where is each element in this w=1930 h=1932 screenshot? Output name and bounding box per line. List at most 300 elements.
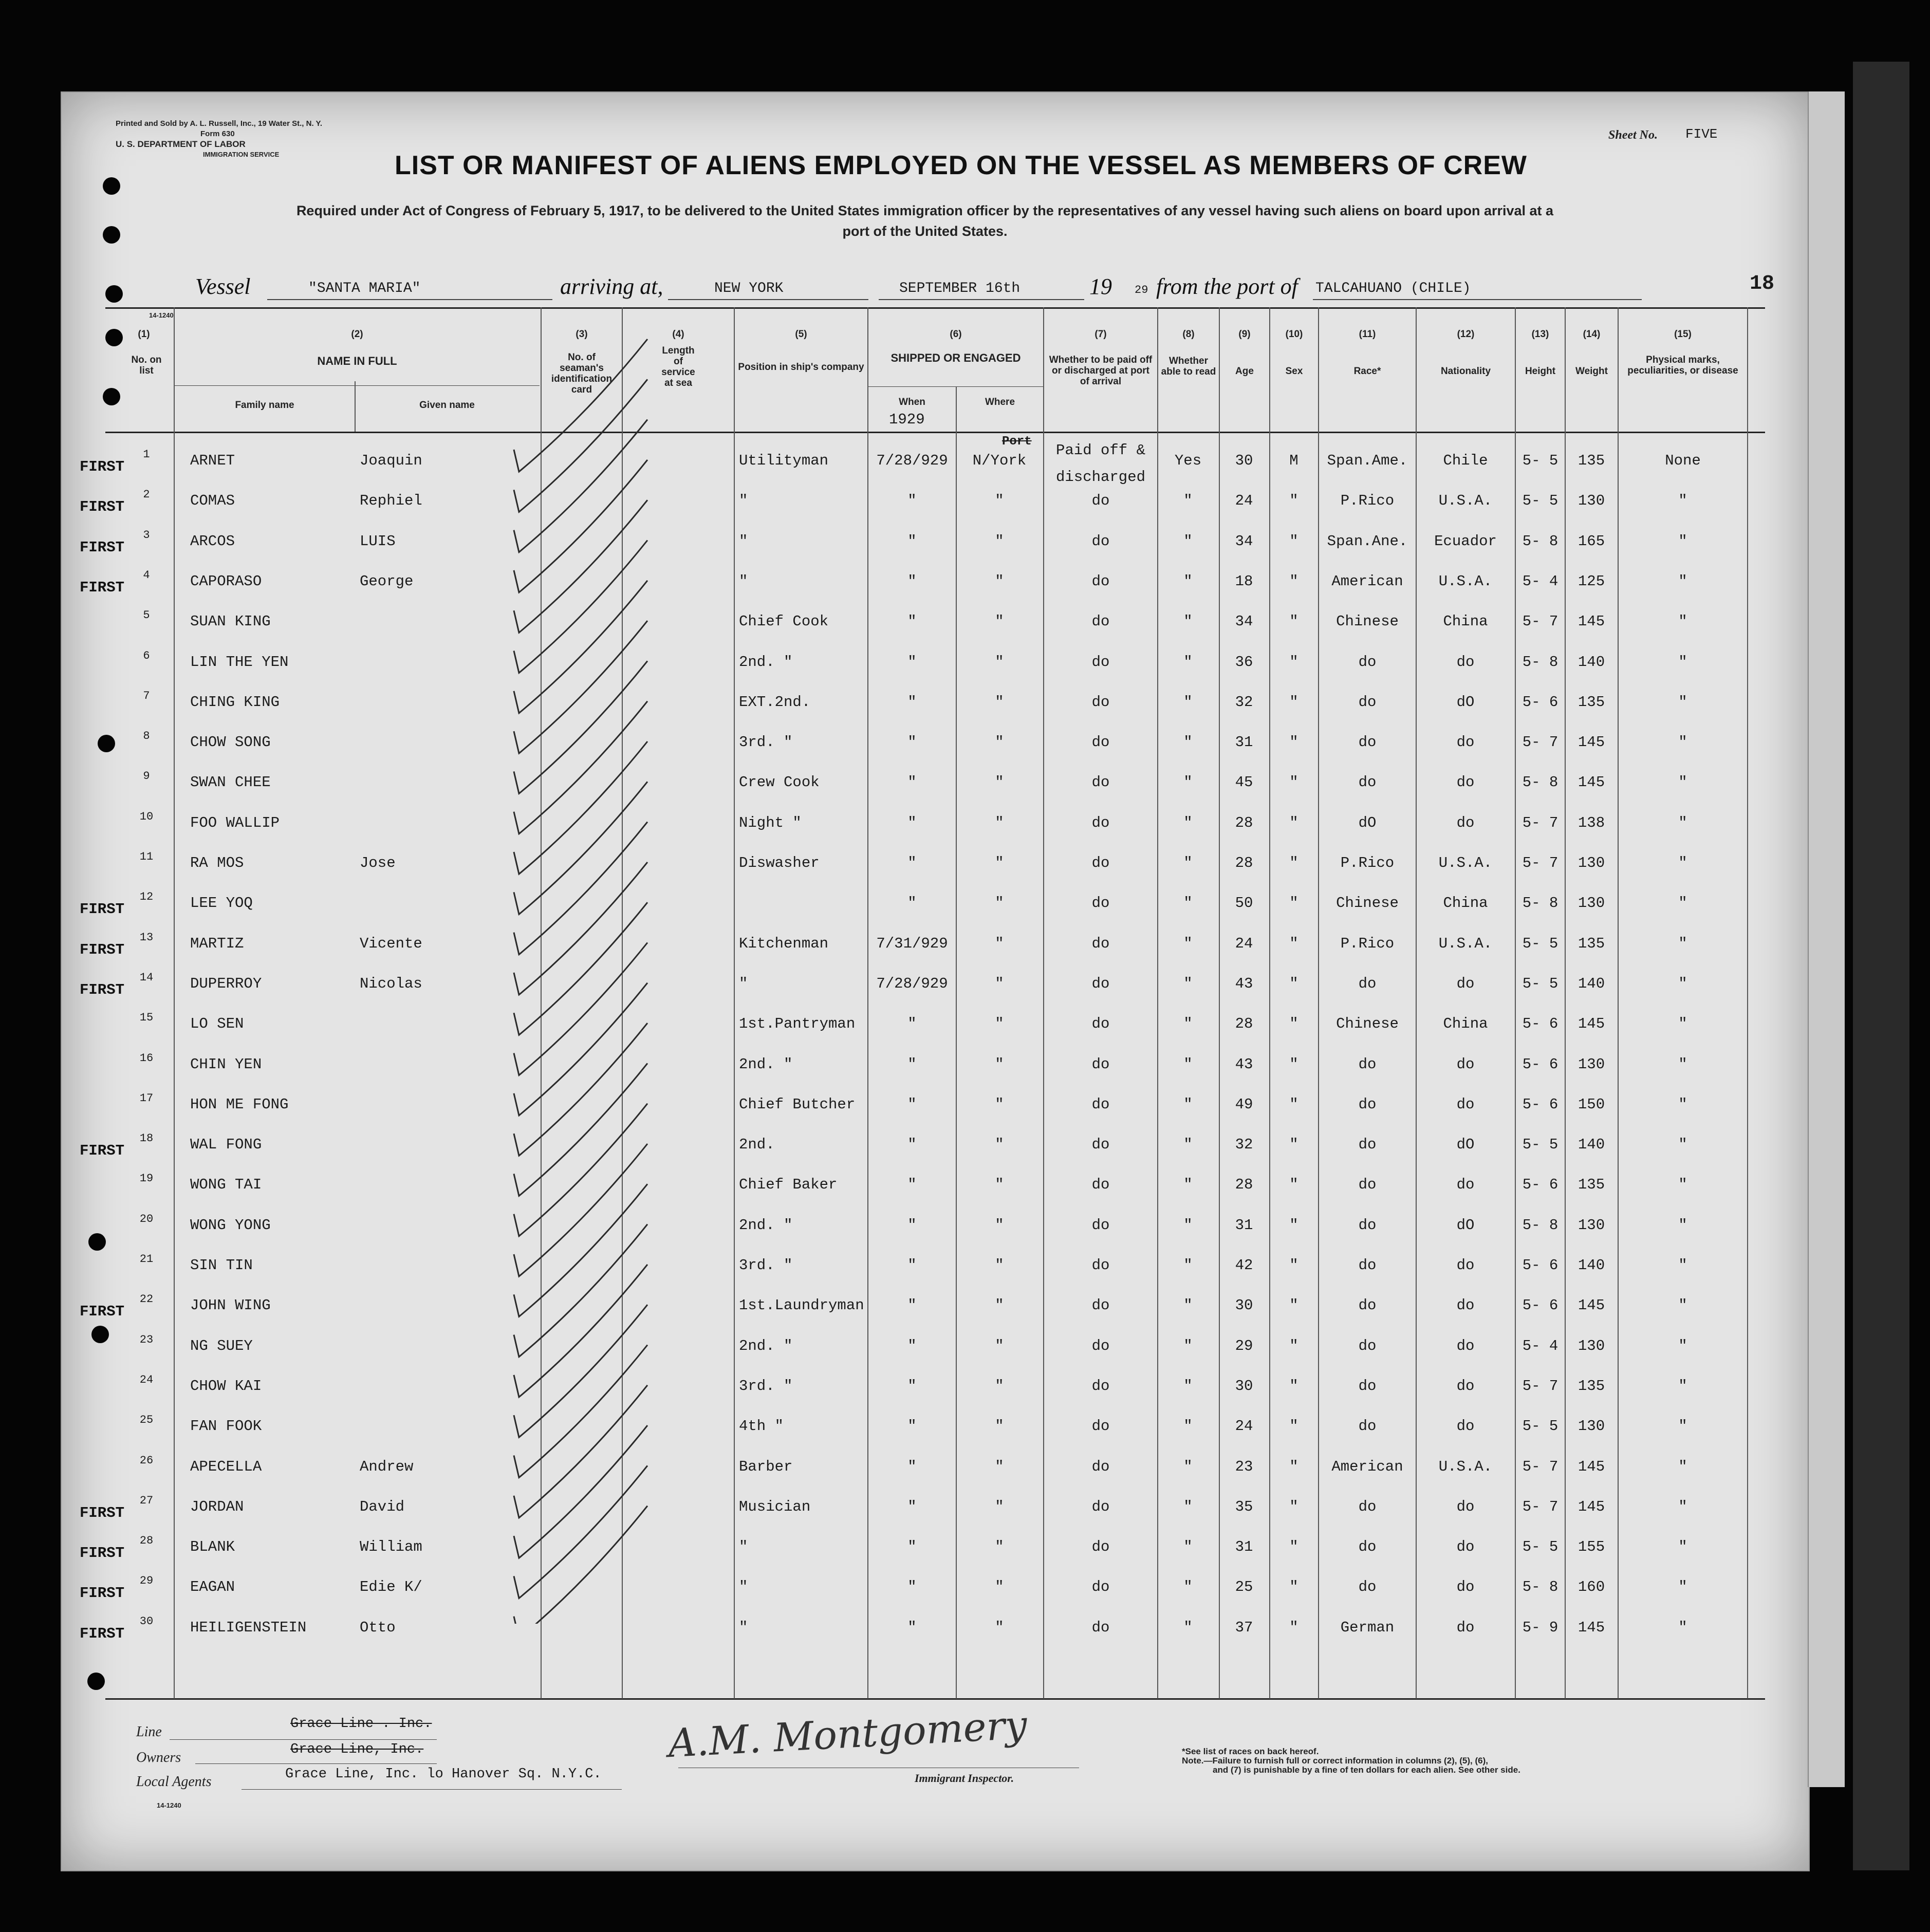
owners-label: Owners (136, 1750, 181, 1766)
nationality-cell: U.S.A. (1438, 572, 1493, 590)
able-to-read-cell: " (1183, 1136, 1193, 1154)
physical-marks-cell: " (1678, 1055, 1687, 1073)
age-cell: 28 (1235, 1015, 1253, 1033)
paid-off-status-cell: do (1091, 734, 1110, 751)
given-name-cell: Edie K/ (360, 1578, 422, 1596)
row-number-cell: 13 (139, 931, 154, 944)
height-cell: 5- 6 (1522, 1297, 1558, 1314)
family-name-cell: SIN TIN (190, 1257, 253, 1274)
shipped-where-cell: " (995, 1136, 1004, 1154)
age-cell: 25 (1235, 1578, 1253, 1596)
punch-hole (105, 285, 123, 303)
shipped-when-cell: 7/31/929 (876, 935, 948, 952)
department-name: U. S. DEPARTMENT OF LABOR (116, 139, 246, 149)
race-cell: do (1358, 1216, 1377, 1234)
shipped-where-cell: " (995, 572, 1004, 590)
race-cell: do (1358, 693, 1377, 711)
nationality-cell: do (1456, 1297, 1475, 1314)
paid-off-status-cell: do (1091, 1377, 1110, 1395)
weight-cell: 140 (1578, 653, 1605, 671)
given-name-cell: William (360, 1538, 422, 1556)
col-13-header: Height (1525, 366, 1556, 377)
paid-off-status-cell: do (1091, 1418, 1110, 1435)
sex-cell: " (1289, 1176, 1298, 1194)
shipped-when-cell: " (907, 613, 917, 630)
arrival-port: NEW YORK (714, 281, 784, 296)
physical-marks-cell: " (1678, 1095, 1687, 1113)
position-cell: " (739, 532, 748, 550)
able-to-read-cell: " (1183, 1176, 1193, 1194)
family-name-cell: SWAN CHEE (190, 774, 271, 791)
paid-off-status-cell: do (1091, 532, 1110, 550)
nationality-cell: do (1456, 1619, 1475, 1636)
first-stamp: FIRST (80, 579, 125, 596)
shipped-where-cell: " (995, 1297, 1004, 1314)
position-cell: Barber (739, 1458, 793, 1475)
shipped-when-cell: " (907, 1418, 917, 1435)
race-cell: do (1358, 1498, 1377, 1515)
race-cell: German (1340, 1619, 1395, 1636)
family-name-cell: WONG TAI (190, 1176, 262, 1194)
able-to-read-cell: " (1183, 613, 1193, 630)
shipped-when-cell: " (907, 532, 917, 550)
physical-marks-cell: " (1678, 935, 1687, 952)
family-name-cell: JOHN WING (190, 1297, 271, 1314)
nationality-cell: U.S.A. (1438, 854, 1493, 871)
height-cell: 5- 9 (1522, 1619, 1558, 1636)
next-sheet-edge (1808, 91, 1845, 1787)
shipped-when-cell: " (907, 1578, 917, 1596)
family-name-cell: RA MOS (190, 854, 244, 871)
check-mark (514, 1144, 647, 1276)
shipped-where-cell: " (995, 734, 1004, 751)
weight-cell: 130 (1578, 1055, 1605, 1073)
first-stamp: FIRST (80, 498, 125, 516)
weight-cell: 145 (1578, 1297, 1605, 1314)
nationality-cell: do (1456, 1538, 1475, 1556)
subtitle-line-2: port of the United States. (842, 224, 1008, 239)
col-8-header: Whether able to read (1161, 356, 1216, 377)
vessel-name: "SANTA MARIA" (308, 281, 421, 296)
first-stamp: FIRST (80, 458, 125, 475)
col-14-header: Weight (1575, 366, 1608, 377)
age-cell: 43 (1235, 1055, 1253, 1073)
col-1-number: (1) (138, 329, 150, 340)
col-7-number: (7) (1094, 329, 1107, 340)
weight-cell: 140 (1578, 1136, 1605, 1154)
height-cell: 5- 8 (1522, 895, 1558, 912)
nationality-cell: do (1456, 1176, 1475, 1194)
position-cell: 1st.Pantryman (739, 1015, 856, 1033)
age-cell: 30 (1235, 1377, 1253, 1395)
position-cell: Musician (739, 1498, 811, 1515)
page-shadow-edge (1853, 62, 1909, 1870)
physical-marks-cell: " (1678, 1578, 1687, 1596)
physical-marks-cell: " (1678, 1337, 1687, 1354)
weight-cell: 130 (1578, 1337, 1605, 1354)
row-number-cell: 3 (143, 528, 150, 542)
first-stamp: FIRST (80, 1504, 125, 1521)
col-divider (1157, 307, 1158, 1699)
age-cell: 31 (1235, 1216, 1253, 1234)
col-9-number: (9) (1238, 329, 1251, 340)
nationality-cell: U.S.A. (1438, 492, 1493, 510)
height-cell: 5- 7 (1522, 734, 1558, 751)
sex-cell: " (1289, 774, 1298, 791)
height-cell: 5- 8 (1522, 653, 1558, 671)
race-cell: do (1358, 1578, 1377, 1596)
family-name-cell: DUPERROY (190, 975, 262, 992)
age-cell: 30 (1235, 1297, 1253, 1314)
height-cell: 5- 5 (1522, 1538, 1558, 1556)
height-cell: 5- 6 (1522, 693, 1558, 711)
sex-cell: " (1289, 1377, 1298, 1395)
age-cell: 43 (1235, 975, 1253, 992)
col-4-header: Length of service at sea (661, 345, 695, 388)
col-2a-header: Family name (235, 400, 294, 411)
weight-cell: 160 (1578, 1578, 1605, 1596)
nationality-cell: U.S.A. (1438, 1458, 1493, 1475)
sheet-number: FIVE (1685, 126, 1718, 142)
col-5-header: Position in ship's company (738, 362, 864, 373)
first-stamp: FIRST (80, 941, 125, 958)
paid-off-status-cell: do (1091, 854, 1110, 871)
weight-cell: 135 (1578, 1176, 1605, 1194)
shipped-where-cell: " (995, 814, 1004, 831)
first-stamp: FIRST (80, 1545, 125, 1562)
position-cell: " (739, 1619, 748, 1636)
rule (242, 1789, 622, 1790)
sex-cell: " (1289, 492, 1298, 510)
check-mark (514, 1063, 647, 1196)
able-to-read-cell: " (1183, 1337, 1193, 1354)
position-cell: Chief Baker (739, 1176, 838, 1194)
paid-off-status-cell: do (1091, 653, 1110, 671)
able-to-read-cell: " (1183, 935, 1193, 952)
race-cell: do (1358, 1377, 1377, 1395)
family-name-cell: SUAN KING (190, 613, 271, 630)
sex-cell: " (1289, 1458, 1298, 1475)
age-cell: 18 (1235, 572, 1253, 590)
shipped-when-cell: " (907, 1095, 917, 1113)
sex-cell: " (1289, 1619, 1298, 1636)
col-1-header: No. on list (131, 355, 162, 376)
paid-off-status-cell: do (1091, 1297, 1110, 1314)
nationality-cell: dO (1456, 1136, 1475, 1154)
row-number-cell: 22 (139, 1293, 154, 1306)
age-cell: 30 (1235, 452, 1253, 469)
height-cell: 5- 6 (1522, 1257, 1558, 1274)
shipped-when-cell: " (907, 1216, 917, 1234)
row-number-cell: 17 (139, 1091, 154, 1105)
sex-cell: " (1289, 814, 1298, 831)
weight-cell: 130 (1578, 1216, 1605, 1234)
shipped-where-cell: " (995, 1055, 1004, 1073)
weight-cell: 145 (1578, 1015, 1605, 1033)
paid-off-status-cell: do (1091, 492, 1110, 510)
age-cell: 45 (1235, 774, 1253, 791)
form-number: Form 630 (200, 129, 235, 138)
shipped-where-cell: " (995, 1015, 1004, 1033)
sex-cell: " (1289, 1418, 1298, 1435)
shipped-when-cell: " (907, 1015, 917, 1033)
sheet-label: Sheet No. (1608, 128, 1658, 142)
nationality-cell: do (1456, 1337, 1475, 1354)
physical-marks-cell: " (1678, 1297, 1687, 1314)
weight-cell: 145 (1578, 774, 1605, 791)
paid-off-status-cell: Paid off & (1055, 442, 1146, 459)
race-cell: American (1331, 1458, 1403, 1475)
weight-cell: 135 (1578, 935, 1605, 952)
col-11-number: (11) (1359, 329, 1376, 340)
position-cell: 2nd. " (739, 1337, 793, 1354)
check-mark (514, 943, 647, 1075)
row-number-cell: 29 (139, 1574, 154, 1588)
paid-off-status-cell: do (1091, 693, 1110, 711)
sex-cell: " (1289, 1216, 1298, 1234)
check-mark (514, 1104, 647, 1236)
paid-off-status-cell: do (1091, 1619, 1110, 1636)
weight-cell: 135 (1578, 1377, 1605, 1395)
vessel-label: Vessel (195, 274, 251, 299)
family-name-cell: APECELLA (190, 1458, 262, 1475)
row-number-cell: 18 (139, 1132, 154, 1145)
col-2b-header: Given name (419, 400, 475, 411)
paid-off-status-cell: do (1091, 1136, 1110, 1154)
shipped-when-cell: " (907, 1538, 917, 1556)
col-divider (1043, 307, 1044, 1699)
race-cell: do (1358, 1257, 1377, 1274)
col-divider (1219, 307, 1220, 1699)
paid-off-status-cell: do (1091, 1458, 1110, 1475)
col-5-number: (5) (795, 329, 807, 340)
given-name-cell: Otto (360, 1619, 396, 1636)
able-to-read-cell: " (1183, 1055, 1193, 1073)
row-number-cell: 15 (139, 1011, 154, 1025)
position-cell: " (739, 975, 748, 992)
family-name-cell: ARCOS (190, 532, 235, 550)
paid-off-status-cell: do (1091, 1498, 1110, 1515)
shipped-when-cell: " (907, 572, 917, 590)
punch-hole (103, 177, 120, 195)
row-number-cell: 30 (139, 1614, 154, 1628)
physical-marks-cell: " (1678, 975, 1687, 992)
penalty-note-2: and (7) is punishable by a fine of ten dollars for each alien. See other side. (1213, 1765, 1520, 1775)
manifest-title: LIST OR MANIFEST OF ALIENS EMPLOYED ON THE VESSEL AS MEMBERS OF CREW (395, 151, 1527, 180)
height-cell: 5- 5 (1522, 1418, 1558, 1435)
punch-hole (87, 1673, 105, 1690)
shipped-where-cell: " (995, 1257, 1004, 1274)
check-mark (514, 1224, 647, 1357)
race-cell: Chinese (1336, 895, 1399, 912)
nationality-cell: China (1443, 1015, 1488, 1033)
age-cell: 37 (1235, 1619, 1253, 1636)
weight-cell: 140 (1578, 975, 1605, 992)
given-name-cell: Jose (360, 854, 396, 871)
paid-off-status-cell: do (1091, 1015, 1110, 1033)
able-to-read-cell: " (1183, 1458, 1193, 1475)
able-to-read-cell: " (1183, 572, 1193, 590)
row-number-cell: 27 (139, 1494, 154, 1507)
year-note: 1929 (889, 411, 925, 428)
row-number-cell: 1 (143, 448, 150, 461)
shipped-when-cell: " (907, 1337, 917, 1354)
able-to-read-cell: " (1183, 532, 1193, 550)
physical-marks-cell: " (1678, 1257, 1687, 1274)
age-cell: 24 (1235, 492, 1253, 510)
age-cell: 49 (1235, 1095, 1253, 1113)
family-name-cell: HON ME FONG (190, 1095, 289, 1113)
shipped-where-cell: " (995, 1216, 1004, 1234)
position-cell: 2nd. (739, 1136, 775, 1154)
height-cell: 5- 7 (1522, 1498, 1558, 1515)
inspector-signature: A.M. Montgomery (667, 1701, 1028, 1767)
physical-marks-cell: " (1678, 653, 1687, 671)
row-number-cell: 19 (139, 1172, 154, 1185)
height-cell: 5- 7 (1522, 1377, 1558, 1395)
weight-cell: 145 (1578, 613, 1605, 630)
race-cell: P.Rico (1340, 492, 1395, 510)
paid-off-status-cell: do (1091, 895, 1110, 912)
height-cell: 5- 5 (1522, 452, 1558, 469)
physical-marks-cell: None (1665, 452, 1701, 469)
family-name-cell: WONG YONG (190, 1216, 271, 1234)
position-cell: " (739, 492, 748, 510)
position-cell: 3rd. " (739, 734, 793, 751)
able-to-read-cell: " (1183, 1297, 1193, 1314)
table-top-rule (105, 307, 1765, 309)
weight-cell: 145 (1578, 1619, 1605, 1636)
col-11-header: Race* (1353, 366, 1381, 377)
weight-cell: 145 (1578, 1498, 1605, 1515)
sex-cell: " (1289, 1337, 1298, 1354)
nationality-cell: Chile (1443, 452, 1488, 469)
age-cell: 24 (1235, 935, 1253, 952)
race-cell: do (1358, 1337, 1377, 1354)
col-divider (1416, 307, 1417, 1699)
physical-marks-cell: " (1678, 1619, 1687, 1636)
sex-cell: " (1289, 895, 1298, 912)
row-number-cell: 12 (139, 890, 154, 904)
shipped-when-cell: " (907, 693, 917, 711)
shipped-where-cell: N/York (972, 452, 1027, 469)
sex-cell: " (1289, 1136, 1298, 1154)
punch-hole (103, 388, 120, 405)
col-10-number: (10) (1285, 329, 1303, 340)
age-cell: 29 (1235, 1337, 1253, 1354)
row-number-cell: 21 (139, 1253, 154, 1266)
family-name-cell: COMAS (190, 492, 235, 510)
position-cell: 1st.Laundryman (739, 1297, 864, 1314)
shipped-where-cell: " (995, 935, 1004, 952)
line-value: Grace Line . Inc. (290, 1716, 432, 1732)
year-suffix: 29 (1135, 284, 1148, 296)
agents-label: Local Agents (136, 1774, 212, 1790)
paid-off-status-cell: do (1091, 774, 1110, 791)
check-mark (514, 1265, 647, 1397)
sex-cell: " (1289, 1095, 1298, 1113)
first-stamp: FIRST (80, 1303, 125, 1321)
position-cell: " (739, 1578, 748, 1596)
shipped-when-cell: " (907, 734, 917, 751)
col-6-header: SHIPPED OR ENGAGED (890, 351, 1021, 364)
shipped-where-cell: " (995, 1176, 1004, 1194)
position-cell: Crew Cook (739, 774, 820, 791)
paid-off-status-cell: do (1091, 1176, 1110, 1194)
check-mark (514, 1184, 647, 1316)
row-number-cell: 16 (139, 1051, 154, 1065)
weight-cell: 140 (1578, 1257, 1605, 1274)
weight-cell: 135 (1578, 693, 1605, 711)
height-cell: 5- 6 (1522, 1055, 1558, 1073)
physical-marks-cell: " (1678, 1418, 1687, 1435)
race-cell: do (1358, 734, 1377, 751)
able-to-read-cell: " (1183, 693, 1193, 711)
shipped-where-cell: " (995, 895, 1004, 912)
race-cell: American (1331, 572, 1403, 590)
age-cell: 42 (1235, 1257, 1253, 1274)
struck-where: Port (1002, 435, 1032, 449)
physical-marks-cell: " (1678, 774, 1687, 791)
first-stamp: FIRST (80, 981, 125, 998)
race-cell: do (1358, 1176, 1377, 1194)
weight-cell: 145 (1578, 734, 1605, 751)
col-13-number: (13) (1531, 329, 1549, 340)
shipped-when-cell: 7/28/929 (876, 452, 948, 469)
weight-cell: 150 (1578, 1095, 1605, 1113)
row-number-cell: 25 (139, 1414, 154, 1427)
paid-off-status-line2: discharged (1055, 469, 1146, 486)
weight-cell: 130 (1578, 492, 1605, 510)
nationality-cell: dO (1456, 1216, 1475, 1234)
row-number-cell: 8 (143, 730, 150, 743)
nationality-cell: do (1456, 774, 1475, 791)
col-15-header: Physical marks, peculiarities, or disease (1627, 355, 1738, 376)
race-cell: do (1358, 975, 1377, 992)
family-name-cell: EAGAN (190, 1578, 235, 1596)
weight-cell: 125 (1578, 572, 1605, 590)
height-cell: 5- 7 (1522, 1458, 1558, 1475)
row-number-cell: 7 (143, 689, 150, 702)
family-name-cell: CHING KING (190, 693, 280, 711)
physical-marks-cell: " (1678, 1015, 1687, 1033)
able-to-read-cell: Yes (1174, 452, 1202, 469)
paid-off-status-cell: do (1091, 572, 1110, 590)
col-divider (734, 307, 735, 1699)
col-divider (1565, 307, 1566, 1699)
inspector-label: Immigrant Inspector. (915, 1772, 1014, 1785)
nationality-cell: Ecuador (1434, 532, 1497, 550)
shipped-where-cell: " (995, 1337, 1004, 1354)
physical-marks-cell: " (1678, 613, 1687, 630)
nationality-cell: do (1456, 814, 1475, 831)
col-2-number: (2) (351, 329, 363, 340)
col-2-header: NAME IN FULL (317, 355, 397, 367)
shipped-when-cell: " (907, 1176, 917, 1194)
subtitle-line-1: Required under Act of Congress of February 5, 1917, to be delivered to the United States immigration officer by the representatives of any vessel having such aliens on board upon arrival at a (296, 203, 1554, 218)
rule (879, 299, 1084, 300)
weight-cell: 130 (1578, 895, 1605, 912)
check-mark (514, 983, 647, 1116)
shipped-when-cell: 7/28/929 (876, 975, 948, 992)
height-cell: 5- 7 (1522, 613, 1558, 630)
weight-cell: 138 (1578, 814, 1605, 831)
family-name-cell: FAN FOOK (190, 1418, 262, 1435)
physical-marks-cell: " (1678, 1498, 1687, 1515)
shipped-when-cell: " (907, 1619, 917, 1636)
able-to-read-cell: " (1183, 1216, 1193, 1234)
check-mark (514, 701, 647, 834)
